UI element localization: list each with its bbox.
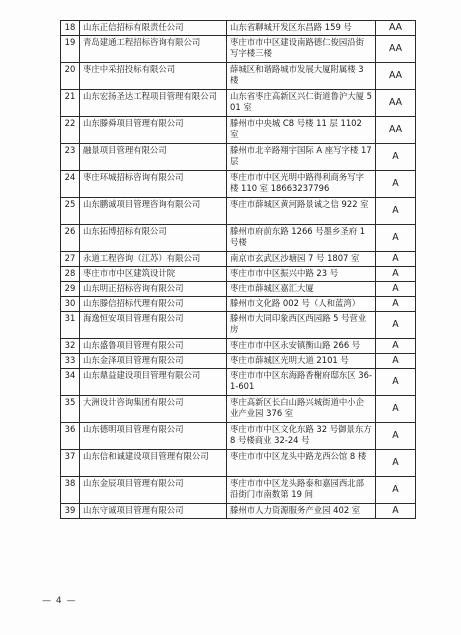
company-name-cell: 海逸恒安项目管理有限公司 xyxy=(80,312,227,339)
grade-cell: A xyxy=(376,369,416,396)
row-number-cell: 34 xyxy=(61,369,80,396)
grade-cell: A xyxy=(376,312,416,339)
address-cell: 滕州市文化路 002 号（人和蓝湾） xyxy=(227,297,376,312)
grade-cell: AA xyxy=(376,36,416,63)
agency-rating-table xyxy=(60,20,416,519)
row-number-cell: 36 xyxy=(61,423,80,450)
row-number-cell: 23 xyxy=(61,144,80,171)
table-row xyxy=(61,21,416,36)
grade-cell: A xyxy=(376,282,416,297)
grade-cell: A xyxy=(376,252,416,267)
address-cell: 枣庄市市中区龙头中路龙西公馆 8 楼 xyxy=(227,450,376,477)
table-row xyxy=(61,198,416,225)
address-cell: 枣庄市薛城区黄河路景诚之信 922 室 xyxy=(227,198,376,225)
grade-cell: A xyxy=(376,267,416,282)
table-row xyxy=(61,504,416,519)
row-number-cell: 24 xyxy=(61,171,80,198)
row-number-cell: 39 xyxy=(61,504,80,519)
address-cell: 枣庄市市中区永安镇衡山路 266 号 xyxy=(227,339,376,354)
address-cell: 枣庄市薛城区嘉汇大厦 xyxy=(227,282,376,297)
table-row xyxy=(61,117,416,144)
grade-cell: A xyxy=(376,504,416,519)
company-name-cell: 山东盛鲁项目管理有限公司 xyxy=(80,339,227,354)
row-number-cell: 18 xyxy=(61,21,80,36)
company-name-cell: 山东守诚项目管理有限公司 xyxy=(80,504,227,519)
company-name-cell: 山东金辰项目管理有限公司 xyxy=(80,477,227,504)
table-row xyxy=(61,252,416,267)
company-name-cell: 山东金泽项目管理有限公司 xyxy=(80,354,227,369)
table-row xyxy=(61,396,416,423)
grade-cell: AA xyxy=(376,21,416,36)
company-name-cell: 山东滕信招标代理有限公司 xyxy=(80,297,227,312)
address-cell: 南京市玄武区沙塘园 7 号 1807 室 xyxy=(227,252,376,267)
row-number-cell: 26 xyxy=(61,225,80,252)
table-row xyxy=(61,354,416,369)
row-number-cell: 20 xyxy=(61,63,80,90)
row-number-cell: 27 xyxy=(61,252,80,267)
grade-cell: A xyxy=(376,477,416,504)
address-cell: 滕州市人力资源服务产业园 402 室 xyxy=(227,504,376,519)
row-number-cell: 38 xyxy=(61,477,80,504)
table-row xyxy=(61,36,416,63)
row-number-cell: 33 xyxy=(61,354,80,369)
table-row xyxy=(61,312,416,339)
address-cell: 枣庄市市中区建设南路德仁俊园沿街写字楼三楼 xyxy=(227,36,376,63)
address-cell: 枣庄市市中区光明中路得利商务写字楼 110 室 18663237796 xyxy=(227,171,376,198)
company-name-cell: 山东滕舜项目管理有限公司 xyxy=(80,117,227,144)
table-row xyxy=(61,267,416,282)
address-cell: 山东省枣庄高新区兴仁街道鲁沪大厦 501 室 xyxy=(227,90,376,117)
table-row xyxy=(61,423,416,450)
page-number: — 4 — xyxy=(42,596,77,606)
address-cell: 枣庄市薛城区光明大道 2101 号 xyxy=(227,354,376,369)
table-row xyxy=(61,339,416,354)
address-cell: 枣庄高新区长白山路兴城街道中小企业产业园 376 室 xyxy=(227,396,376,423)
grade-cell: A xyxy=(376,450,416,477)
address-cell: 枣庄市市中区振兴中路 23 号 xyxy=(227,267,376,282)
grade-cell: A xyxy=(376,297,416,312)
address-cell: 山东省聊城开发区东昌路 159 号 xyxy=(227,21,376,36)
table-row xyxy=(61,144,416,171)
address-cell: 滕州市中央城 C8 号楼 11 层 1102 室 xyxy=(227,117,376,144)
grade-cell: A xyxy=(376,144,416,171)
row-number-cell: 37 xyxy=(61,450,80,477)
table-row xyxy=(61,90,416,117)
row-number-cell: 31 xyxy=(61,312,80,339)
row-number-cell: 19 xyxy=(61,36,80,63)
company-name-cell: 青岛建通工程招标咨询有限公司 xyxy=(80,36,227,63)
table-row xyxy=(61,171,416,198)
company-name-cell: 枣庄市市中区建筑设计院 xyxy=(80,267,227,282)
row-number-cell: 29 xyxy=(61,282,80,297)
grade-cell: AA xyxy=(376,117,416,144)
grade-cell: AA xyxy=(376,63,416,90)
table-row xyxy=(61,282,416,297)
address-cell: 枣庄市市中区东海路香榭府邸东区 36-1-601 xyxy=(227,369,376,396)
address-cell: 薛城区和谐路城市发展大厦附属楼 3 楼 xyxy=(227,63,376,90)
table-row xyxy=(61,477,416,504)
company-name-cell: 融景项目管理有限公司 xyxy=(80,144,227,171)
grade-cell: A xyxy=(376,171,416,198)
table-row xyxy=(61,450,416,477)
grade-cell: A xyxy=(376,225,416,252)
row-number-cell: 25 xyxy=(61,198,80,225)
grade-cell: A xyxy=(376,339,416,354)
company-name-cell: 山东拓博招标有限公司 xyxy=(80,225,227,252)
row-number-cell: 28 xyxy=(61,267,80,282)
company-name-cell: 山东德明项目管理有限公司 xyxy=(80,423,227,450)
company-name-cell: 山东明正招标咨询有限公司 xyxy=(80,282,227,297)
table-row xyxy=(61,63,416,90)
row-number-cell: 21 xyxy=(61,90,80,117)
company-name-cell: 山东鹏诚项目管理咨询有限公司 xyxy=(80,198,227,225)
table-body xyxy=(61,21,416,519)
row-number-cell: 32 xyxy=(61,339,80,354)
address-cell: 枣庄市市中区文化东路 32 号御景东方 8 号楼商业 32-24 号 xyxy=(227,423,376,450)
company-name-cell: 枣庄环城招标咨询有限公司 xyxy=(80,171,227,198)
company-name-cell: 枣庄中采招投标有限公司 xyxy=(80,63,227,90)
company-name-cell: 山东信和诚建设项目管理有限公司 xyxy=(80,450,227,477)
row-number-cell: 30 xyxy=(61,297,80,312)
address-cell: 滕州市府前东路 1266 号墨乡圣府 1 号楼 xyxy=(227,225,376,252)
company-name-cell: 山东鼎益建设项目管理有限公司 xyxy=(80,369,227,396)
grade-cell: A xyxy=(376,396,416,423)
address-cell: 滕州市大同印象西区西园路 5 号营业房 xyxy=(227,312,376,339)
company-name-cell: 山东宏扬圣达工程项目管理有限公司 xyxy=(80,90,227,117)
table-row xyxy=(61,369,416,396)
company-name-cell: 大洲设计咨询集团有限公司 xyxy=(80,396,227,423)
company-name-cell: 永道工程咨询（江苏）有限公司 xyxy=(80,252,227,267)
company-name-cell: 山东正信招标有限责任公司 xyxy=(80,21,227,36)
row-number-cell: 22 xyxy=(61,117,80,144)
grade-cell: A xyxy=(376,354,416,369)
table-row xyxy=(61,297,416,312)
row-number-cell: 35 xyxy=(61,396,80,423)
table-row xyxy=(61,225,416,252)
grade-cell: A xyxy=(376,423,416,450)
address-cell: 枣庄市市中区龙头路泰和嘉园西北部沿街门市南数第 19 间 xyxy=(227,477,376,504)
grade-cell: AA xyxy=(376,90,416,117)
address-cell: 滕州市北辛路翔宇国际 A 座写字楼 17 层 xyxy=(227,144,376,171)
grade-cell: A xyxy=(376,198,416,225)
